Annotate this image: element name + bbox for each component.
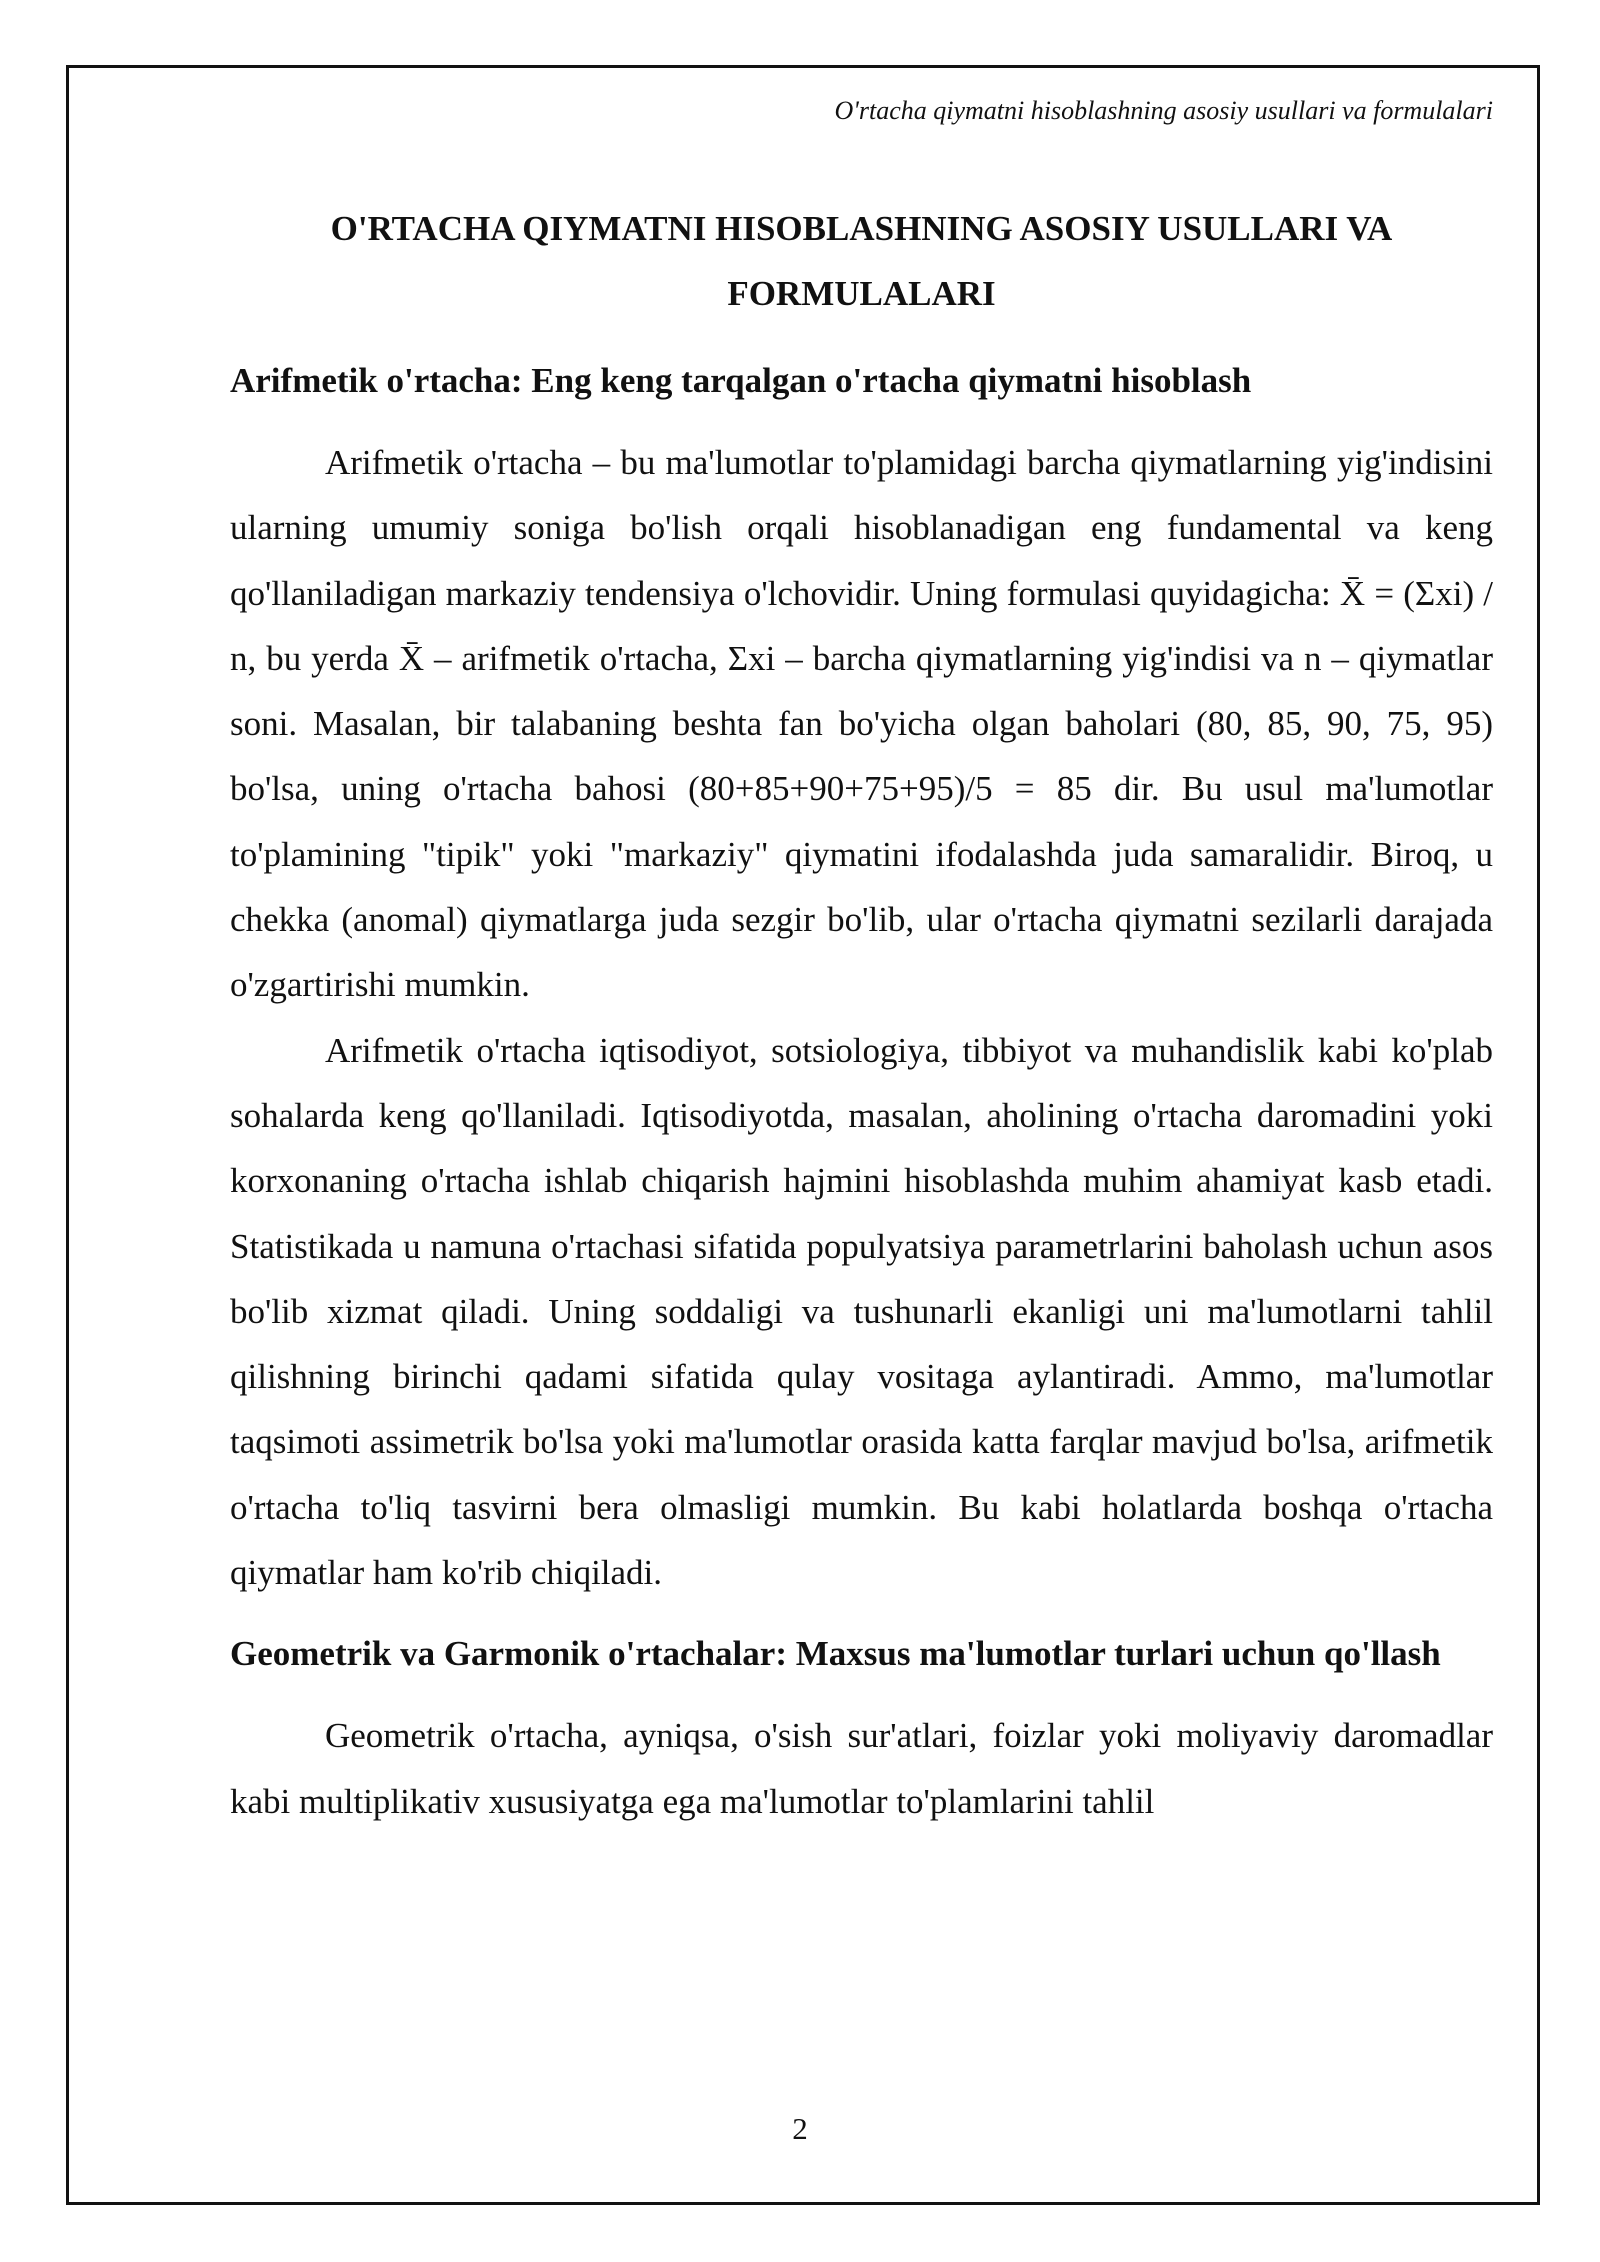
body-paragraph: Geometrik o'rtacha, ayniqsa, o'sish sur'atlari, foizlar yoki moliyaviy daromadlar kabi multiplikativ xususiyatga ega ma'lumotlar to'plamlarini tahlil: [230, 1716, 1493, 1821]
body-paragraph: Arifmetik o'rtacha – bu ma'lumotlar to'plamidagi barcha qiymatlarning yig'indisini ularning umumiy soniga bo'lish orqali hisoblanadigan eng fundamental va keng qo'llaniladigan markaziy tendensiya o'lchovidir. Uning formulasi quyidagicha: X̄ = (Σxi) / n, bu yerda X̄ – arifmetik o'rtacha, Σxi – barcha qiymatlarning yig'indisi va n – qiymatlar soni. Masalan, bir talabaning beshta fan bo'yicha olgan baholari (80, 85, 90, 75, 95) bo'lsa, uning o'rtacha bahosi (80+85+90+75+95)/5 = 85 dir. Bu usul ma'lumotlar to'plamining "tipik" yoki "markaziy" qiymatini ifodalashda juda samaralidir. Biroq, u chekka (anomal) qiymatlarga juda sezgir bo'lib, ular o'rtacha qiymatni sezilarli darajada o'zgartirishi mumkin.: [230, 443, 1493, 1005]
page-body: [230, 196, 1493, 1834]
section-heading-arithmetic-mean: Arifmetik o'rtacha: Eng keng tarqalgan o'rtacha qiymatni hisoblash: [230, 361, 1252, 400]
body-paragraph: Arifmetik o'rtacha iqtisodiyot, sotsiologiya, tibbiyot va muhandislik kabi ko'plab sohalarda keng qo'llaniladi. Iqtisodiyotda, masalan, aholining o'rtacha daromadini yoki korxonaning o'rtacha ishlab chiqarish hajmini hisoblashda muhim ahamiyat kasb etadi. Statistikada u namuna o'rtachasi sifatida populyatsiya parametrlarini baholash uchun asos bo'lib xizmat qiladi. Uning soddaligi va tushunarli ekanligi uni ma'lumotlarni tahlil qilishning birinchi qadami sifatida qulay vositaga aylantiradi. Ammo, ma'lumotlar taqsimoti assimetrik bo'lsa yoki ma'lumotlar orasida katta farqlar mavjud bo'lsa, arifmetik o'rtacha to'liq tasvirni bera olmasligi mumkin. Bu kabi holatlarda boshqa o'rtacha qiymatlar ham ko'rib chiqiladi.: [230, 1030, 1493, 1593]
running-header: O'rtacha qiymatni hisoblashning asosiy usullari va formulalari: [834, 96, 1493, 125]
section-heading-geometric-harmonic-mean: Geometrik va Garmonik o'rtachalar: Maxsus ma'lumotlar turlari uchun qo'llash: [230, 1634, 1441, 1674]
document-title: O'RTACHA QIYMATNI HISOBLASHNING ASOSIY USULLARI VA FORMULALARI: [330, 209, 1393, 313]
page-number: 2: [792, 2111, 808, 2146]
